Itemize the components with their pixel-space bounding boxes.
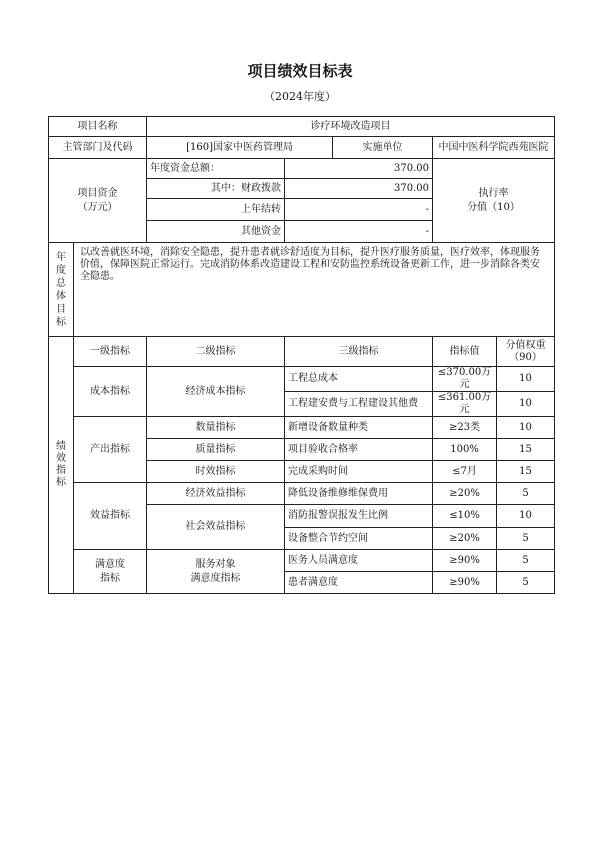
- indicator-weight: 5: [497, 483, 555, 505]
- group-quality: 质量指标: [147, 439, 285, 461]
- group-output: 产出指标: [74, 417, 147, 483]
- indicator-value: ≤10%: [433, 505, 497, 528]
- group-benefit: 效益指标: [74, 483, 147, 550]
- other-funds-value: -: [285, 221, 433, 243]
- indicator-value: 100%: [433, 439, 497, 461]
- indicator-value: ≥23类: [433, 417, 497, 439]
- indicator-weight: 5: [497, 550, 555, 572]
- indicator-name: 新增设备数量种类: [285, 417, 433, 439]
- group-timeliness: 时效指标: [147, 461, 285, 483]
- exec-rate-label: 执行率 分值（10）: [433, 159, 555, 243]
- other-funds-label: 其他资金: [147, 221, 285, 243]
- indicator-name: 工程建安费与工程建设其他费: [285, 392, 433, 417]
- group-service-object: 服务对象 满意度指标: [147, 550, 285, 594]
- header-value: 指标值: [433, 337, 497, 367]
- header-level1: 一级指标: [74, 337, 147, 367]
- indicator-name: 消防报警误报发生比例: [285, 505, 433, 528]
- indicator-name: 设备整合节约空间: [285, 528, 433, 550]
- indicator-value: ≥90%: [433, 572, 497, 594]
- indicator-weight: 5: [497, 572, 555, 594]
- group-satisfaction: 满意度 指标: [74, 550, 147, 594]
- indicator-name: 工程总成本: [285, 367, 433, 392]
- group-econ-benefit: 经济效益指标: [147, 483, 285, 505]
- carryover-value: -: [285, 199, 433, 221]
- indicator-weight: 10: [497, 505, 555, 528]
- group-cost: 成本指标: [74, 367, 147, 417]
- impl-unit-label: 实施单位: [333, 137, 433, 159]
- group-social-benefit: 社会效益指标: [147, 505, 285, 550]
- indicator-name: 项目验收合格率: [285, 439, 433, 461]
- indicators-label: 绩 效 指 标: [49, 337, 74, 594]
- header-weight: 分值权重 （90）: [497, 337, 555, 367]
- carryover-label: 上年结转: [147, 199, 285, 221]
- indicator-name: 患者满意度: [285, 572, 433, 594]
- group-quantity: 数量指标: [147, 417, 285, 439]
- annual-total-label: 年度资金总额：: [147, 159, 285, 179]
- indicator-name: 完成采购时间: [285, 461, 433, 483]
- indicator-weight: 10: [497, 417, 555, 439]
- indicator-value: ≤370.00万元: [433, 367, 497, 392]
- dept-value: [160]国家中医药管理局: [147, 137, 333, 159]
- indicator-name: 降低设备维修维保费用: [285, 483, 433, 505]
- header-level3: 三级指标: [285, 337, 433, 367]
- impl-unit-value: 中国中医科学院西苑医院: [433, 137, 555, 159]
- indicator-value: ≥20%: [433, 528, 497, 550]
- page-title: 项目绩效目标表: [247, 62, 353, 80]
- indicator-weight: 10: [497, 367, 555, 392]
- funds-label: 项目资金 （万元）: [49, 159, 147, 243]
- fiscal-value: 370.00: [285, 179, 433, 199]
- annual-goal-label: 年 度 总 体 目 标: [49, 243, 74, 337]
- indicator-value: ≥90%: [433, 550, 497, 572]
- annual-total-value: 370.00: [285, 159, 433, 179]
- project-name-label: 项目名称: [49, 117, 147, 137]
- indicator-weight: 15: [497, 461, 555, 483]
- performance-table: [48, 116, 555, 594]
- header-level2: 二级指标: [147, 337, 285, 367]
- indicator-weight: 15: [497, 439, 555, 461]
- fiscal-label: 其中：财政拨款: [147, 179, 285, 199]
- indicator-name: 医务人员满意度: [285, 550, 433, 572]
- annual-goal-text: 以改善就医环境，消除安全隐患，提升患者就诊舒适度为目标，提升医疗服务质量，医疗效率，体现服务价值，保障医院正常运行。完成消防体系改造建设工程和安防监控系统设备更新工作，进一步消除各类安全隐患。: [74, 243, 555, 337]
- indicator-weight: 5: [497, 528, 555, 550]
- indicator-weight: 10: [497, 392, 555, 417]
- project-name-value: 诊疗环境改造项目: [147, 117, 555, 137]
- dept-label: 主管部门及代码: [49, 137, 147, 159]
- group-econ-cost: 经济成本指标: [147, 367, 285, 417]
- indicator-value: ≤361.00万元: [433, 392, 497, 417]
- indicator-value: ≤7月: [433, 461, 497, 483]
- page-subtitle: （2024年度）: [264, 90, 336, 103]
- indicator-value: ≥20%: [433, 483, 497, 505]
